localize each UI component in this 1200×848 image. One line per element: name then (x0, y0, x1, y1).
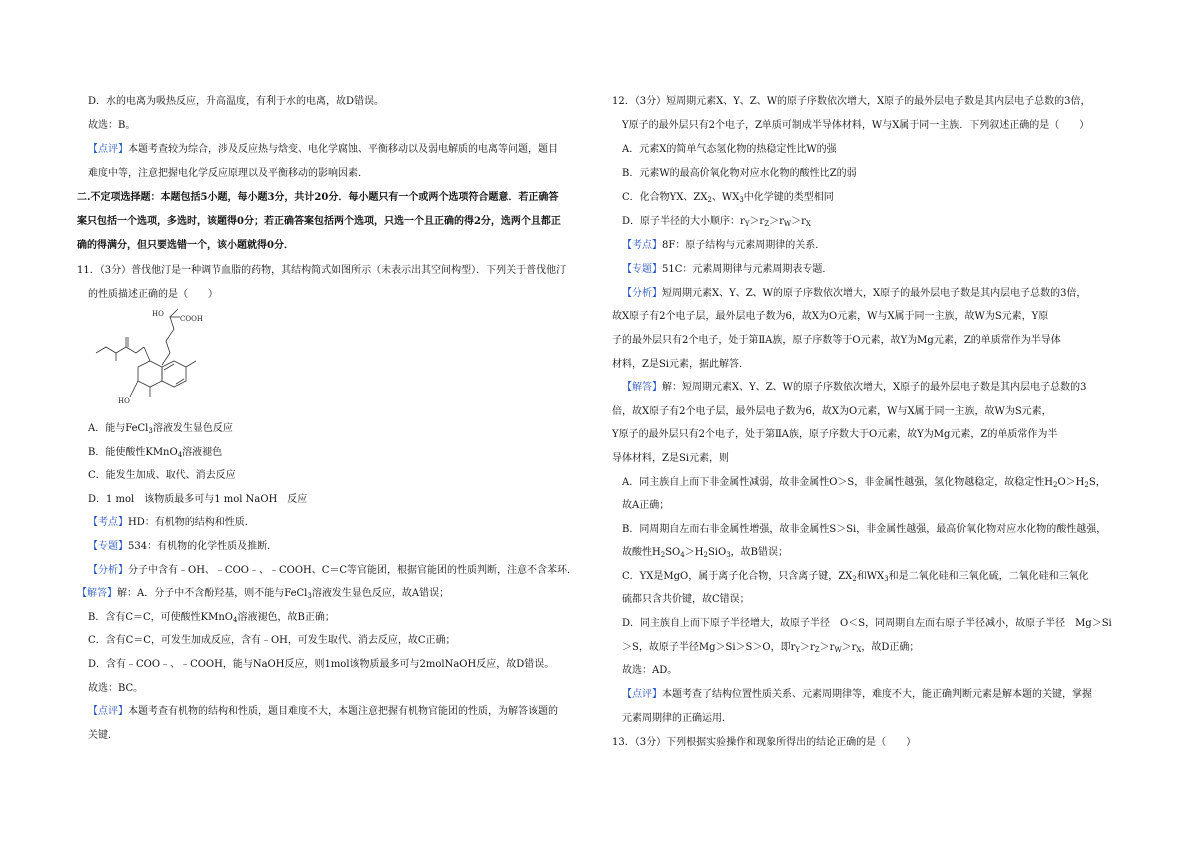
q12-jieda-d-line1: D．同主族自上而下原子半径增大，故原子半径 O＜S，同周期自左而右原子半径减小，故原子半径 Mg＞Si (622, 618, 1112, 629)
mol-label-ho-top: HO (152, 310, 164, 318)
q12-jieda-d-line2: ＞S，故原子半径Mg＞Si＞S＞O，即$r_Y>r_Z>r_W>r_X$，故D正确； (622, 642, 920, 654)
q12-jieda-b-line1: B．同周期自左而右非金属性增强，故非金属性S＞Si，非金属性越强，最高价氧化物对应水化物的酸性越强， (622, 524, 1107, 535)
section2-heading-line2: 案只包括一个选项，多选时，该题得0分；若正确答案包括两个选项，只选一个且正确的得2分，选两个且都正 (77, 216, 561, 227)
q11-choice: 故选：BC。 (88, 683, 144, 694)
q11-option-b: B．能使酸性KMnO$_4$溶液褪色 (88, 447, 223, 459)
q12-jieda-line3: Y原子的最外层只有2个电子，处于第ⅡA族，原子序数大于O元素，故Y为Mg元素，Z的单质常作为半 (612, 429, 1058, 440)
q13-stem: 13．（3分）下列根据实验操作和现象所得出的结论正确的是（ ） (612, 737, 917, 748)
ester-chain-bonds (96, 347, 144, 353)
q12-zhuanti: 【专题】51C：元素周期律与元素周期表专题． (622, 264, 833, 275)
q11-zhuanti: 【专题】534：有机物的化学性质及推断． (88, 541, 278, 552)
q11-option-a: A．能与FeCl$_3$溶液发生显色反应 (88, 423, 233, 435)
q12-jieda-line2: 倍，故X原子有2个电子层，最外层电子数为6，故X为O元素，W与X属于同一主族，故W为S元素， (612, 406, 1052, 417)
q12-choice: 故选：AD。 (622, 665, 678, 676)
q11-dianping-line2: 关键． (88, 730, 118, 741)
prev-review-line1 (88, 143, 558, 157)
q12-kaodian: 【考点】8F：原子结构与元素周期律的关系． (622, 240, 826, 251)
prev-choice: 故选：B。 (88, 120, 136, 131)
q12-jieda-a-end: 故A正确； (622, 500, 670, 511)
q12-option-b: B．元素W的最高价氧化物对应水化物的酸性比Z的弱 (622, 168, 857, 179)
q11-jieda-d: D．含有﹣COO﹣、﹣COOH，能与NaOH反应，则1mol该物质最多可与2molNaOH反应，故D错误。 (88, 659, 555, 670)
q11-stem-line1: 11．（3分）普伐他汀是一种调节血脂的药物，其结构简式如图所示（未表示出其空间构型）．下列关于普伐他汀 (77, 265, 567, 276)
q12-dianping-line1: 【点评】本题考查了结构位置性质关系、元素周期律等，难度不大，能正确判断元素是解本题的关键，掌握 (622, 689, 1092, 700)
q12-jieda-line4: 导体材料，Z是Si元素，则 (612, 453, 729, 464)
mol-label-ho-bottom: HO (118, 397, 130, 405)
ring-1 (138, 361, 162, 387)
q11-kaodian: 【考点】HD：有机物的结构和性质． (88, 517, 255, 528)
q12-jieda-line1: 【解答】解：短周期元素X、Y、Z、W的原子序数依次增大，X原子的最外层电子数是其内层电子总数的3 (622, 382, 1087, 393)
q11-jieda-c: C．含有C＝C，可发生加成反应，含有﹣OH，可发生取代、消去反应，故C正确； (88, 635, 456, 646)
q11-jieda: 【解答】解：A．分子中不含酚羟基，则不能与FeCl$_3$溶液发生显色反应，故A错误； (77, 588, 450, 600)
q11-jieda-b: B．含有C＝C，可使酸性KMnO$_4$溶液褪色，故B正确； (88, 612, 335, 624)
q11-stem-line2: 的性质描述正确的是（ ） (88, 289, 218, 300)
q11-option-c: C．能发生加成、取代、消去反应 (88, 470, 236, 481)
pravastatin-structure-image (92, 305, 212, 413)
q11-dianping-line1: 【点评】本题考查有机物的结构和性质，题目难度不大，本题注意把握有机物官能团的性质，为解答该题的 (88, 706, 558, 717)
q11-fenxi: 【分析】分子中含有﹣OH、﹣COO﹣、﹣COOH、C＝C等官能团，根据官能团的性质判断，注意不含苯环． (88, 565, 578, 576)
q12-dianping-line2: 元素周期律的正确运用． (622, 713, 732, 724)
q12-stem-line2: Y原子的最外层只有2个电子，Z单质可制成半导体材料，W与X属于同一主族．下列叙述正确的是（ ） (622, 120, 1090, 131)
q12-option-a: A．元素X的简单气态氢化物的热稳定性比W的强 (622, 144, 837, 155)
prev-review-line2: 难度中等，注意把握电化学反应原理以及平衡移动的影响因素． (88, 168, 368, 179)
q12-jieda-c-line2: 硫都只含共价键，故C错误； (622, 594, 750, 605)
q11-option-d: D．1 mol 该物质最多可与1 mol NaOH 反应 (88, 494, 308, 505)
q12-jieda-b-line2: 故酸性$H_2SO_4>H_2SiO_3$，故B错误； (622, 547, 789, 559)
review-tag: 【点评】 (88, 144, 128, 155)
mol-label-cooh: COOH (180, 315, 203, 323)
ring-2 (162, 361, 186, 387)
review-text: 本题考查较为综合，涉及反应热与焓变、电化学腐蚀、平衡移动以及弱电解质的电离等问题，题目 (128, 144, 558, 155)
section2-heading-line3: 确的得满分，但只要选错一个，该小题就得0分． (77, 240, 294, 251)
q12-fenxi-line1: 【分析】短周期元素X、Y、Z、W的原子序数依次增大，X原子的最外层电子数是其内层电子总数的3倍， (622, 288, 1087, 299)
section2-heading-line1: 二.不定项选择题：本题包括5小题，每小题3分，共计20分．每小题只有一个或两个选项符合题意．若正确答 (77, 192, 559, 203)
q12-stem-line1: 12．（3分）短周期元素X、Y、Z、W的原子序数依次增大，X原子的最外层电子数是其内层电子总数的3倍， (612, 96, 1091, 107)
prev-option-d: D．水的电离为吸热反应，升高温度，有利于水的电离，故D错误。 (88, 96, 385, 107)
q12-option-d: D．原子半径的大小顺序：$r_Y>r_Z>r_W>r_X$ (622, 216, 811, 228)
q12-fenxi-line3: 子的最外层只有2个电子，处于第ⅡA族，原子序数等于O元素，故Y为Mg元素，Z的单质常作为半导体 (612, 335, 1061, 346)
q12-jieda-a: A．同主族自上而下非金属性减弱，故非金属性O＞S，非金属性越强，氢化物越稳定，故稳定性$H_2O>H_2S$， (622, 477, 1106, 489)
q12-fenxi-line4: 材料，Z是Si元素，据此解答． (612, 359, 749, 370)
q12-fenxi-line2: 故X原子有2个电子层，最外层电子数为6，故X为O元素，W与X属于同一主族，故W为S元素，Y原 (612, 311, 1049, 322)
q12-option-c: C．化合物YX、$ZX_2$、$WX_3$中化学键的类型相同 (622, 192, 834, 204)
q12-jieda-c-line1: C．YX是MgO，属于离子化合物，只含离子键，$ZX_2$和$WX_3$和是二氧化硅和三氧化硫，二氧化硅和三氧化 (622, 571, 1089, 583)
